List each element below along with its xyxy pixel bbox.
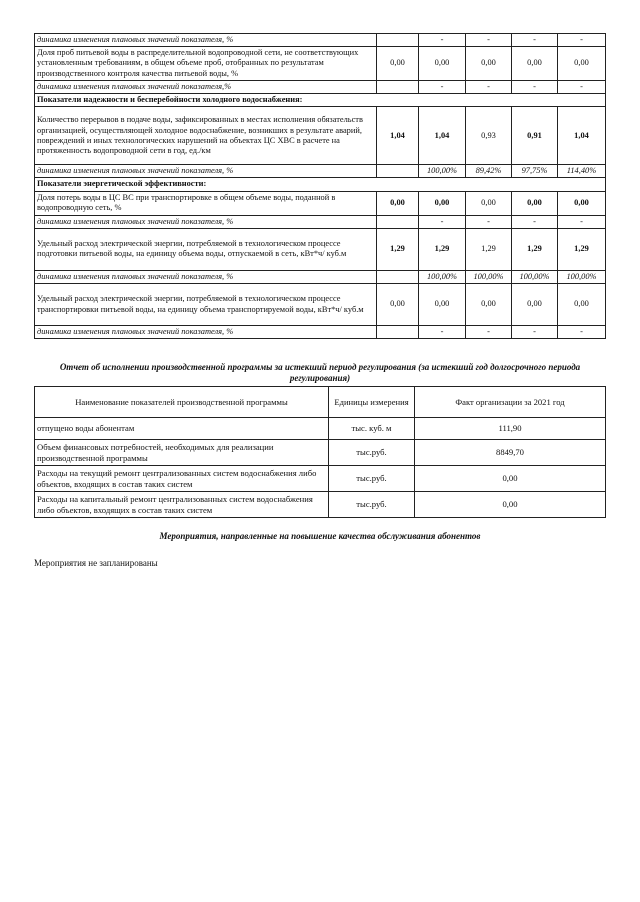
indicator-value: 1,29: [466, 228, 512, 270]
section-header: Показатели энергетической эффективности:: [35, 178, 606, 191]
dynamics-row: [35, 165, 606, 178]
dynamics-value: 97,75%: [512, 165, 558, 178]
dynamics-row: [35, 326, 606, 339]
dynamics-value: [377, 34, 419, 47]
dynamics-value: [377, 215, 419, 228]
dynamics-value: [377, 326, 419, 339]
dynamics-label: динамика изменения плановых значений показателя, %: [35, 165, 377, 178]
dynamics-label: динамика изменения плановых значений показателя, %: [35, 215, 377, 228]
report-row: [35, 440, 606, 466]
report-row-name: Объем финансовых потребностей, необходимых для реализации производственной программы: [35, 440, 329, 466]
report-row-unit: тыс.руб.: [329, 492, 415, 518]
indicator-label: Доля потерь воды в ЦС ВС при транспортировке в общем объеме воды, поданной в водопроводную сеть, %: [35, 191, 377, 215]
report-title: Отчет об исполнении производственной программы за истекший период регулирования (за истекший год долгосрочного периода регулирования): [59, 362, 581, 383]
dynamics-value: [377, 165, 419, 178]
indicator-value: 0,91: [512, 107, 558, 165]
indicator-value: 0,00: [419, 284, 466, 326]
indicator-value: 0,00: [558, 47, 606, 81]
dynamics-value: -: [419, 80, 466, 93]
dynamics-value: 114,40%: [558, 165, 606, 178]
indicator-value: 1,04: [558, 107, 606, 165]
dynamics-row: [35, 80, 606, 93]
dynamics-label: динамика изменения плановых значений показателя, %: [35, 326, 377, 339]
report-row: [35, 492, 606, 518]
dynamics-value: -: [466, 326, 512, 339]
dynamics-value: 100,00%: [558, 270, 606, 283]
dynamics-value: 100,00%: [466, 270, 512, 283]
section-header-row: [35, 94, 606, 107]
indicator-row: [35, 107, 606, 165]
dynamics-row: [35, 34, 606, 47]
indicator-value: 1,04: [419, 107, 466, 165]
report-row-unit: тыс.руб.: [329, 466, 415, 492]
indicator-value: 0,00: [466, 191, 512, 215]
header-indicator-name: Наименование показателей производственной программы: [35, 387, 329, 418]
dynamics-value: 89,42%: [466, 165, 512, 178]
report-row: [35, 418, 606, 440]
report-row-value: 0,00: [415, 492, 606, 518]
indicator-label: Количество перерывов в подаче воды, зафиксированных в местах исполнения обязательств организацией, осуществляющей холодное водоснабжение, возникших в результате аварий, повреждений и иных технологических нарушений на объектах ЦС ХВС в расчете на протяженность водопроводной сети в год, ед./км: [35, 107, 377, 165]
section-header: Показатели надежности и бесперебойности холодного водоснабжения:: [35, 94, 606, 107]
indicator-value: 0,00: [377, 191, 419, 215]
dynamics-row: [35, 270, 606, 283]
indicator-value: 0,00: [512, 284, 558, 326]
report-row-name: Расходы на текущий ремонт централизованных систем водоснабжения либо объектов, входящих в состав таких систем: [35, 466, 329, 492]
report-row-name: Расходы на капитальный ремонт централизованных систем водоснабжения либо объектов, входящих в состав таких систем: [35, 492, 329, 518]
indicator-row: [35, 191, 606, 215]
indicator-value: 0,00: [512, 47, 558, 81]
report-row: [35, 466, 606, 492]
indicator-row: [35, 284, 606, 326]
dynamics-row: [35, 215, 606, 228]
report-row-value: 111,90: [415, 418, 606, 440]
report-header-row: [35, 387, 606, 418]
dynamics-label: динамика изменения плановых значений показателя,%: [35, 80, 377, 93]
indicator-value: 1,29: [558, 228, 606, 270]
dynamics-label: динамика изменения плановых значений показателя, %: [35, 34, 377, 47]
section-header-row: [35, 178, 606, 191]
indicator-value: 0,00: [419, 191, 466, 215]
dynamics-label: динамика изменения плановых значений показателя, %: [35, 270, 377, 283]
indicator-value: 0,00: [512, 191, 558, 215]
dynamics-value: 100,00%: [512, 270, 558, 283]
indicator-value: 0,00: [466, 284, 512, 326]
dynamics-value: -: [512, 34, 558, 47]
dynamics-value: -: [512, 326, 558, 339]
dynamics-value: -: [419, 215, 466, 228]
report-row-name: отпущено воды абонентам: [35, 418, 329, 440]
indicator-label: Доля проб питьевой воды в распределительной водопроводной сети, не соответствующих установленным требованиям, в общем объеме проб, отобранных по результатам производственного контроля качества питьевой воды, %: [35, 47, 377, 81]
dynamics-value: -: [512, 80, 558, 93]
events-title: Мероприятия, направленные на повышение качества обслуживания абонентов: [159, 531, 481, 541]
program-report-table: [34, 386, 606, 518]
indicator-value: 1,29: [377, 228, 419, 270]
header-fact-2021: Факт организации за 2021 год: [415, 387, 606, 418]
indicator-row: [35, 47, 606, 81]
indicator-value: 0,00: [377, 284, 419, 326]
indicator-value: 1,29: [512, 228, 558, 270]
indicator-value: 0,00: [377, 47, 419, 81]
dynamics-value: -: [558, 326, 606, 339]
indicator-value: 1,04: [377, 107, 419, 165]
dynamics-value: -: [558, 215, 606, 228]
dynamics-value: 100,00%: [419, 270, 466, 283]
dynamics-value: 100,00%: [419, 165, 466, 178]
events-text: Мероприятия не запланированы: [34, 558, 158, 568]
dynamics-value: [377, 270, 419, 283]
dynamics-value: -: [466, 34, 512, 47]
indicator-label: Удельный расход электрической энергии, потребляемой в технологическом процессе транспортировки питьевой воды, на единицу объема транспортируемой воды, кВт*ч/ куб.м: [35, 284, 377, 326]
indicator-value: 1,29: [419, 228, 466, 270]
dynamics-value: -: [419, 34, 466, 47]
report-row-unit: тыс. куб. м: [329, 418, 415, 440]
dynamics-value: -: [466, 80, 512, 93]
indicator-value: 0,93: [466, 107, 512, 165]
dynamics-value: -: [466, 215, 512, 228]
dynamics-value: -: [512, 215, 558, 228]
indicator-value: 0,00: [558, 191, 606, 215]
indicator-value: 0,00: [466, 47, 512, 81]
dynamics-value: -: [558, 80, 606, 93]
indicators-table: [34, 33, 606, 339]
report-row-unit: тыс.руб.: [329, 440, 415, 466]
report-row-value: 0,00: [415, 466, 606, 492]
indicator-value: 0,00: [558, 284, 606, 326]
report-row-value: 8849,70: [415, 440, 606, 466]
indicator-value: 0,00: [419, 47, 466, 81]
header-units: Единицы измерения: [329, 387, 415, 418]
dynamics-value: -: [419, 326, 466, 339]
dynamics-value: [377, 80, 419, 93]
indicator-label: Удельный расход электрической энергии, потребляемой в технологическом процессе подготовки питьевой воды, на единицу объема воды, отпускаемой в сеть, кВт*ч/ куб.м: [35, 228, 377, 270]
indicator-row: [35, 228, 606, 270]
dynamics-value: -: [558, 34, 606, 47]
